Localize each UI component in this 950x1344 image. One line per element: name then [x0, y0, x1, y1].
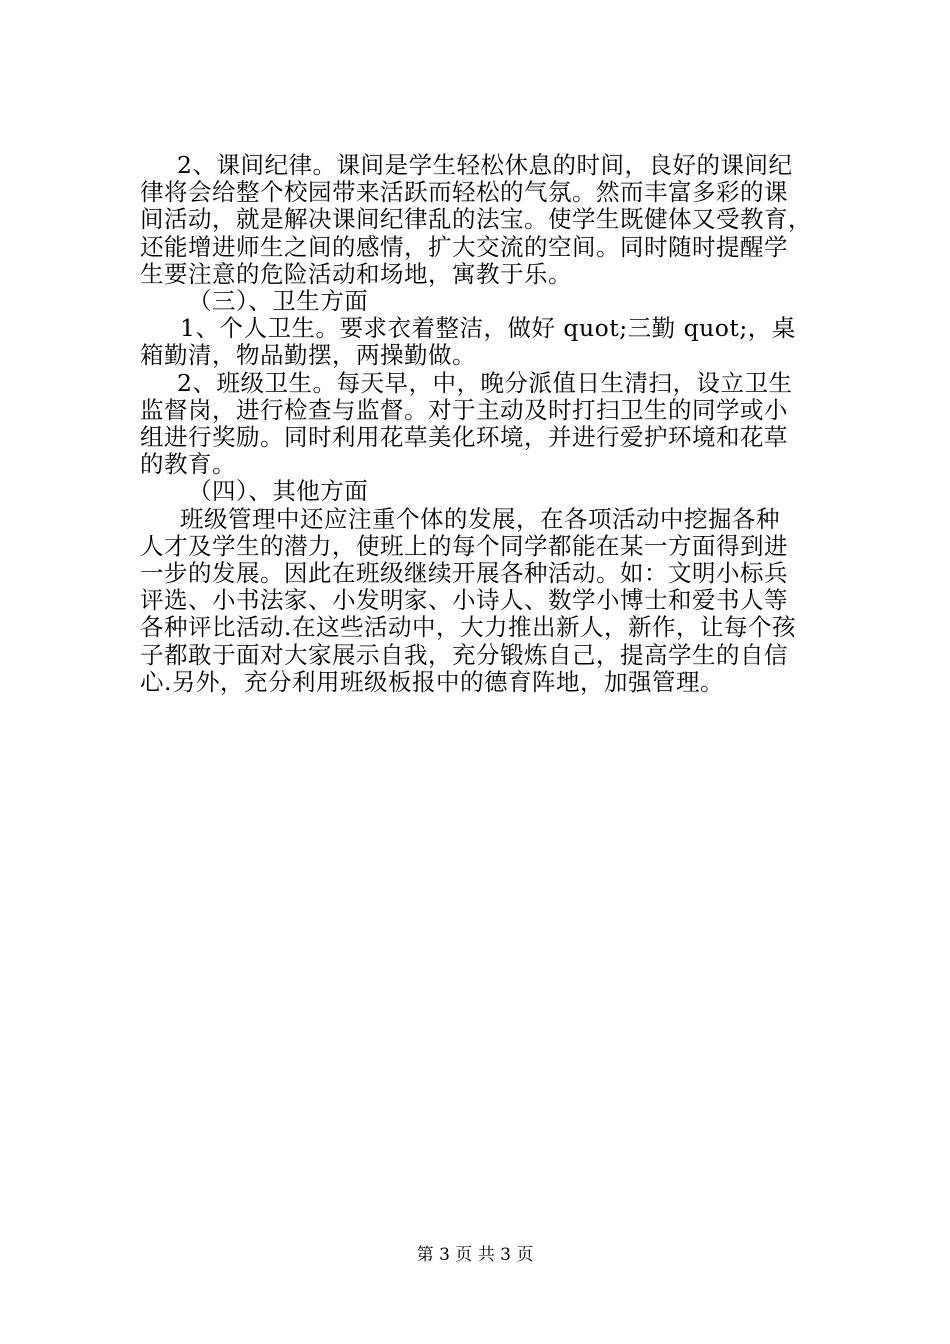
document-body — [140, 152, 840, 696]
text-line: 一步的发展。因此在班级继续开展各种活动。如：文明小标兵 — [140, 559, 788, 588]
section-heading: （三）、卫生方面 — [188, 287, 369, 316]
text-line: 各种评比活动.在这些活动中，大力推出新人，新作，让每个孩 — [140, 613, 796, 642]
text-line: 生要注意的危险活动和场地，寓教于乐。 — [140, 259, 572, 288]
text-line: 还能增进师生之间的感情，扩大交流的空间。同时随时提醒学 — [140, 232, 788, 261]
text-line: 评选、小书法家、小发明家、小诗人、数学小博士和爱书人等 — [140, 586, 788, 615]
text-line: 1、个人卫生。要求衣着整洁，做好 quot;三勤 quot;，桌 — [180, 314, 796, 343]
text-line: 班级管理中还应注重个体的发展，在各项活动中挖掘各种 — [180, 504, 780, 533]
text-line: 2、课间纪律。课间是学生轻松休息的时间，良好的课间纪 — [177, 151, 793, 179]
paragraph-class-hygiene — [140, 370, 840, 479]
section-heading: （四）、其他方面 — [188, 477, 369, 506]
text-line: 监督岗，进行检查与监督。对于主动及时打扫卫生的同学或小 — [140, 395, 788, 424]
text-line: 律将会给整个校园带来活跃而轻松的气氛。然而丰富多彩的课 — [140, 178, 788, 207]
paragraph-discipline-break — [140, 152, 840, 288]
text-line: 组进行奖励。同时利用花草美化环境，并进行爱护环境和花草 — [140, 423, 788, 452]
paragraph-other-aspects — [140, 506, 840, 696]
text-line: 箱勤清，物品勤摆，两操勤做。 — [140, 341, 476, 370]
text-line: 人才及学生的潜力，使班上的每个同学都能在某一方面得到进 — [140, 531, 788, 560]
paragraph-personal-hygiene — [140, 315, 840, 369]
text-line: 子都敢于面对大家展示自我，充分锻炼自己，提高学生的自信 — [140, 640, 788, 669]
section-heading-hygiene — [140, 288, 840, 315]
text-line: 2、班级卫生。每天早，中，晚分派值日生清扫，设立卫生 — [177, 368, 793, 397]
page-number-footer: 第 3 页 共 3 页 — [416, 1245, 534, 1265]
text-line: 间活动，就是解决课间纪律乱的法宝。使学生既健体又受教育， — [140, 205, 812, 234]
text-line: 的教育。 — [140, 450, 236, 479]
text-line: 心.另外，充分利用班级板报中的德育阵地，加强管理。 — [140, 667, 724, 696]
section-heading-other — [140, 478, 840, 505]
